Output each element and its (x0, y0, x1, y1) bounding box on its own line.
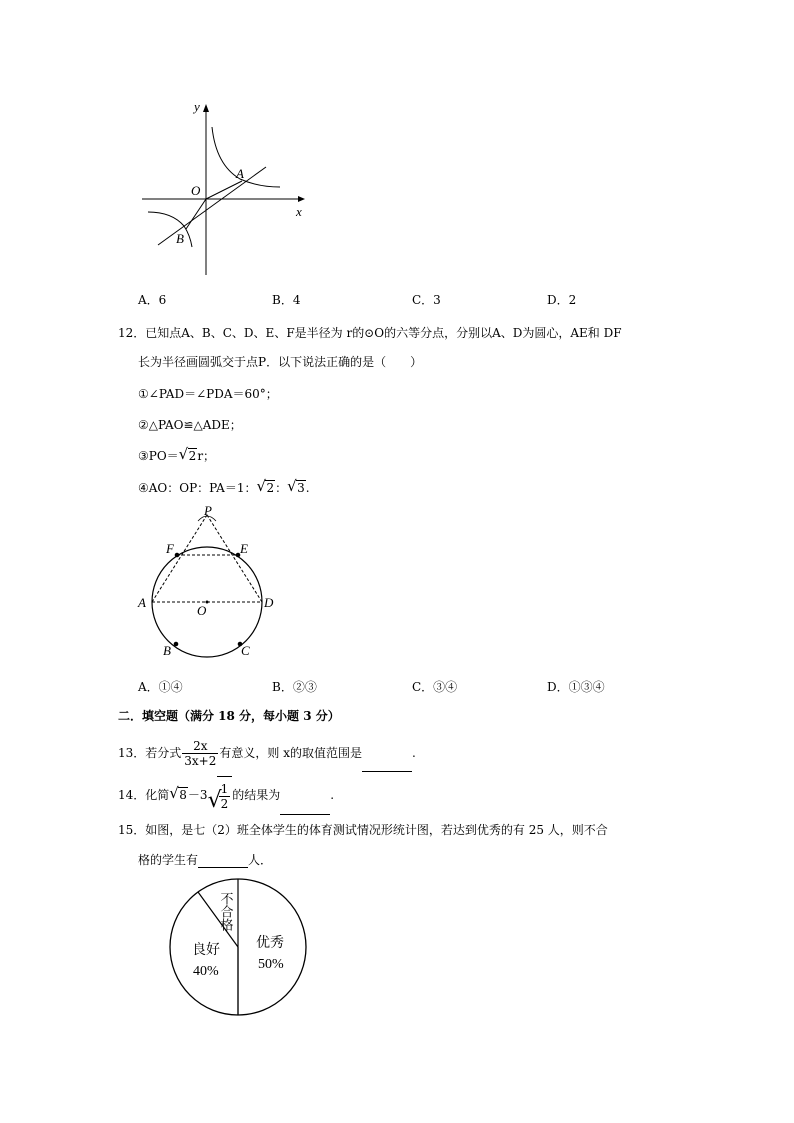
label-e: E (240, 541, 248, 556)
q12-statement-3 (138, 445, 216, 464)
q15-answer-blank[interactable] (198, 853, 248, 868)
sqrt-8: √ 8 (169, 784, 187, 802)
q13-post: 有意义，则 x的取值范围是 (219, 746, 362, 760)
label-b: B (163, 643, 171, 658)
segment-ap (152, 515, 207, 602)
x-axis-arrow (298, 196, 305, 202)
q15-line2-post: 人． (248, 853, 273, 867)
segment-oa (206, 181, 242, 199)
label-p: P (204, 503, 212, 518)
segment-ob (186, 199, 206, 229)
pie-label-good-pct: 40% (193, 964, 219, 979)
pie-label-good: 良好 (192, 943, 220, 958)
q13-end: . (411, 746, 416, 760)
q12-statement-2: ②△PAO≌△ADE； (138, 418, 242, 432)
label-o: O (197, 603, 207, 618)
q12-circle-figure (130, 503, 290, 663)
q11-coordinate-graph (130, 95, 320, 280)
q12-option-a[interactable]: A．①④ (138, 680, 183, 694)
q13-fraction: $\frac{2x}{3x+2}$ (184, 739, 217, 768)
point-b-label: B (176, 231, 184, 246)
point-a-label: A (236, 166, 244, 181)
q12-statement-4 (138, 477, 310, 496)
q12-s4-post: . (305, 481, 310, 495)
q12-s3-pre: ③PO＝ (138, 449, 179, 463)
q11-option-d[interactable]: D．2 (547, 293, 577, 307)
sqrt-2: √ 2 (178, 445, 197, 463)
q13-pre: 13．若分式 (118, 746, 182, 760)
label-d: D (264, 595, 274, 610)
q14-minus: －3 (187, 788, 208, 802)
y-label: y (194, 99, 200, 114)
q14-post: 的结果为 (232, 788, 281, 802)
q11-option-a[interactable]: A．6 (138, 293, 167, 307)
pie-label-excellent-pct: 50% (258, 957, 284, 972)
label-a: A (138, 595, 146, 610)
section-heading: 二．填空题（满分 18 分，每小题 3 分） (118, 709, 340, 723)
pie-label-excellent: 优秀 (256, 936, 284, 951)
q14 (118, 776, 334, 815)
line-ab (158, 167, 266, 245)
q14-fraction: $\frac{1}{2}$ (220, 782, 229, 811)
q12-s4-mid: ： (275, 481, 288, 495)
q12-s3-post: r； (197, 449, 216, 463)
x-label: x (296, 204, 302, 219)
point-f-dot (175, 553, 180, 558)
q12-option-c[interactable]: C．③④ (412, 680, 458, 694)
origin-label: O (191, 183, 201, 198)
q12-option-b[interactable]: B．②③ (272, 680, 317, 694)
point-b-dot (174, 642, 179, 647)
q15-line2-pre: 格的学生有 (138, 853, 199, 867)
segment-dp (207, 515, 262, 602)
label-c: C (241, 643, 250, 658)
hyperbola-upper (212, 127, 280, 187)
q12-option-d[interactable]: D．①③④ (547, 680, 605, 694)
q12-stem-line2: 长为半径画圆弧交于点P．以下说法正确的是（ ） (138, 355, 423, 369)
sqrt-half: √ $\frac{1}{2}$ (208, 776, 233, 815)
q15-stem-line2 (138, 852, 272, 868)
q12-s4-pre: ④AO：OP：PA＝1： (138, 481, 257, 495)
sqrt-2-b: √ 2 (256, 477, 275, 495)
q15-pie-chart (168, 872, 313, 1022)
q13-answer-blank[interactable] (362, 749, 412, 772)
q14-end: . (330, 788, 335, 802)
pie-label-fail: 不合格 (218, 892, 234, 931)
q11-option-c[interactable]: C．3 (412, 293, 441, 307)
sqrt-3: √ 3 (287, 477, 305, 495)
y-axis-arrow (203, 104, 209, 112)
q13 (118, 734, 416, 772)
q15-stem-line1: 15．如图，是七（2）班全体学生的体育测试情况形统计图，若达到优秀的有 25 人，则不合 (118, 823, 608, 837)
q11-option-b[interactable]: B．4 (272, 293, 301, 307)
q12-statement-1: ①∠PAD＝∠PDA＝60°； (138, 387, 278, 401)
q14-answer-blank[interactable] (280, 792, 330, 815)
hyperbola-lower (148, 212, 192, 247)
q14-pre: 14．化简 (118, 788, 170, 802)
q12-stem-line1: 12．已知点A、B、C、D、E、F是半径为 r的⊙O的六等分点，分别以A、D为圆心，AE和 DF (118, 326, 622, 340)
label-f: F (166, 541, 174, 556)
